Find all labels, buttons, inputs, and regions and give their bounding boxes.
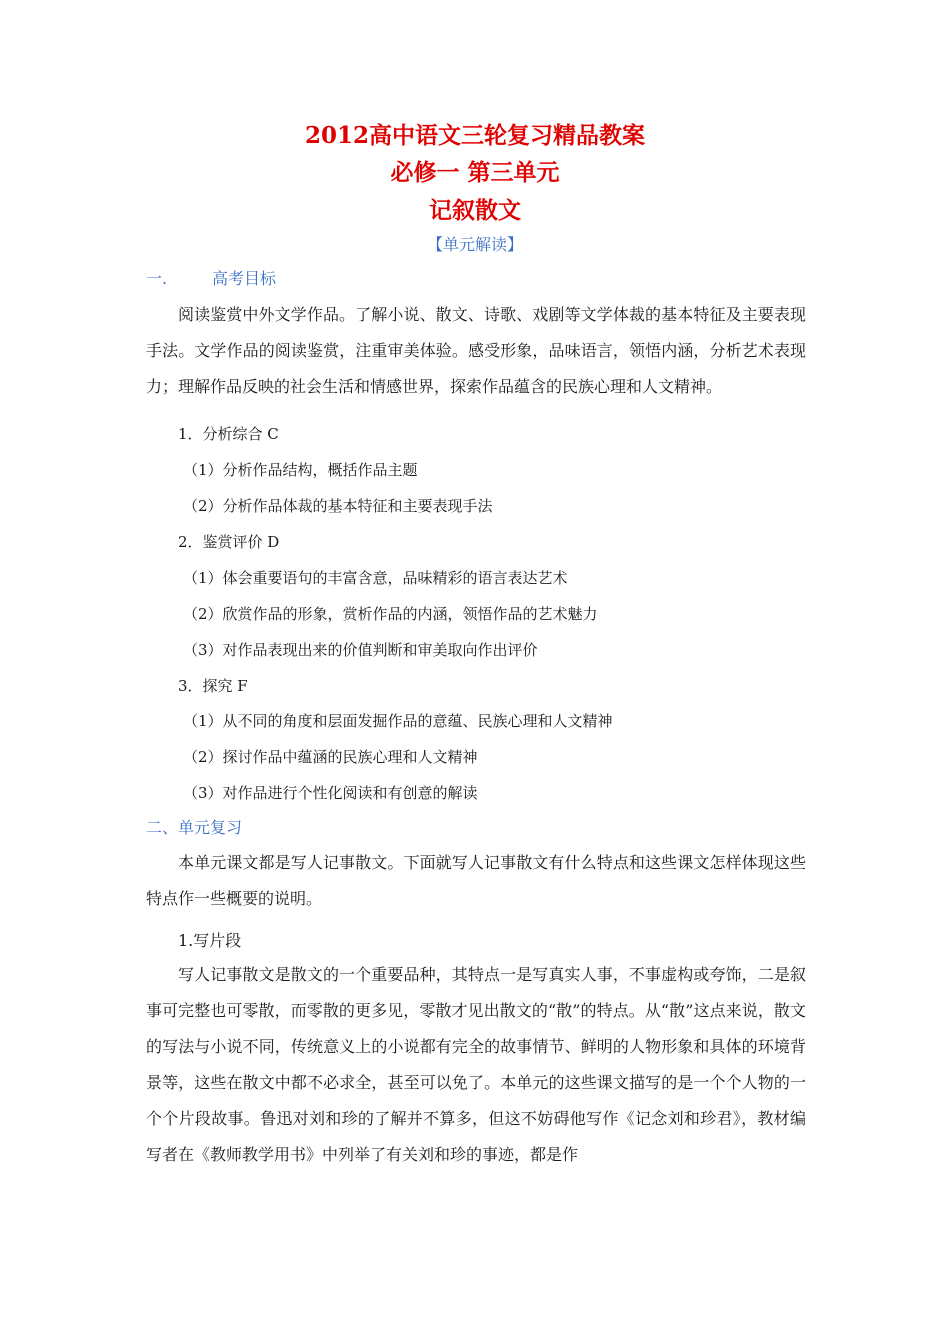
list-item: （1）体会重要语句的丰富含意，品味精彩的语言表达艺术 — [183, 569, 568, 587]
heading-unit-review: 二、单元复习 — [146, 818, 243, 837]
document-title: 2012高中语文三轮复习精品教案 — [304, 122, 645, 149]
document-subtitle: 必修一 第三单元 — [390, 159, 560, 186]
list-item: （2）欣赏作品的形象，赏析作品的内涵，领悟作品的艺术魅力 — [183, 605, 598, 623]
list-item: （2）探讨作品中蕴涵的民族心理和人文精神 — [183, 748, 478, 766]
list-item: 2．鉴赏评价 D — [178, 533, 280, 551]
list-item: （1）从不同的角度和层面发掘作品的意蕴、民族心理和人文精神 — [183, 712, 613, 730]
list-item: 1．分析综合 C — [178, 425, 279, 443]
list-item: 3．探究 F — [178, 677, 248, 695]
document-topic: 记叙散文 — [429, 197, 521, 224]
paragraph-unit-review: 本单元课文都是写人记事散文。下面就写人记事散文有什么特点和这些课文怎样体现这些特点作一些概要的说明。 — [146, 853, 806, 908]
subheading-write-fragments: 1.写片段 — [178, 931, 242, 950]
paragraph-write-fragments: 写人记事散文是散文的一个重要品种，其特点一是写真实人事，不事虚构或夸饰，二是叙事可完整也可零散，而零散的更多见，零散才见出散文的“散”的特点。从“散”这点来说，散文的写法与小说不同，传统意义上的小说都有完全的故事情节、鲜明的人物形象和具体的环境背景等，这些在散文中都不必求全，甚至可以免了。本单元的这些课文描写的是一个个人物的一个个片段故事。鲁迅对刘和珍的了解并不算多，但这不妨碍他写作《记念刘和珍君》，教材编写者在《教师教学用书》中列举了有关刘和珍的事迹，都是作 — [146, 965, 806, 1164]
list-item: （3）对作品表现出来的价值判断和审美取向作出评价 — [183, 641, 538, 659]
list-item: （2）分析作品体裁的基本特征和主要表现手法 — [183, 497, 493, 515]
heading-number: 一. — [146, 269, 168, 288]
paragraph-exam-goals: 阅读鉴赏中外文学作品。了解小说、散文、诗歌、戏剧等文学体裁的基本特征及主要表现手法。文学作品的阅读鉴赏，注重审美体验。感受形象，品味语言，领悟内涵，分析艺术表现力；理解作品反映的社会生活和情感世界，探索作品蕴含的民族心理和人文精神。 — [146, 305, 806, 396]
list-item: （3）对作品进行个性化阅读和有创意的解读 — [183, 784, 478, 802]
heading-text: 高考目标 — [212, 269, 277, 288]
list-item: （1）分析作品结构，概括作品主题 — [183, 461, 418, 479]
section-intro-label: 【单元解读】 — [426, 235, 523, 254]
